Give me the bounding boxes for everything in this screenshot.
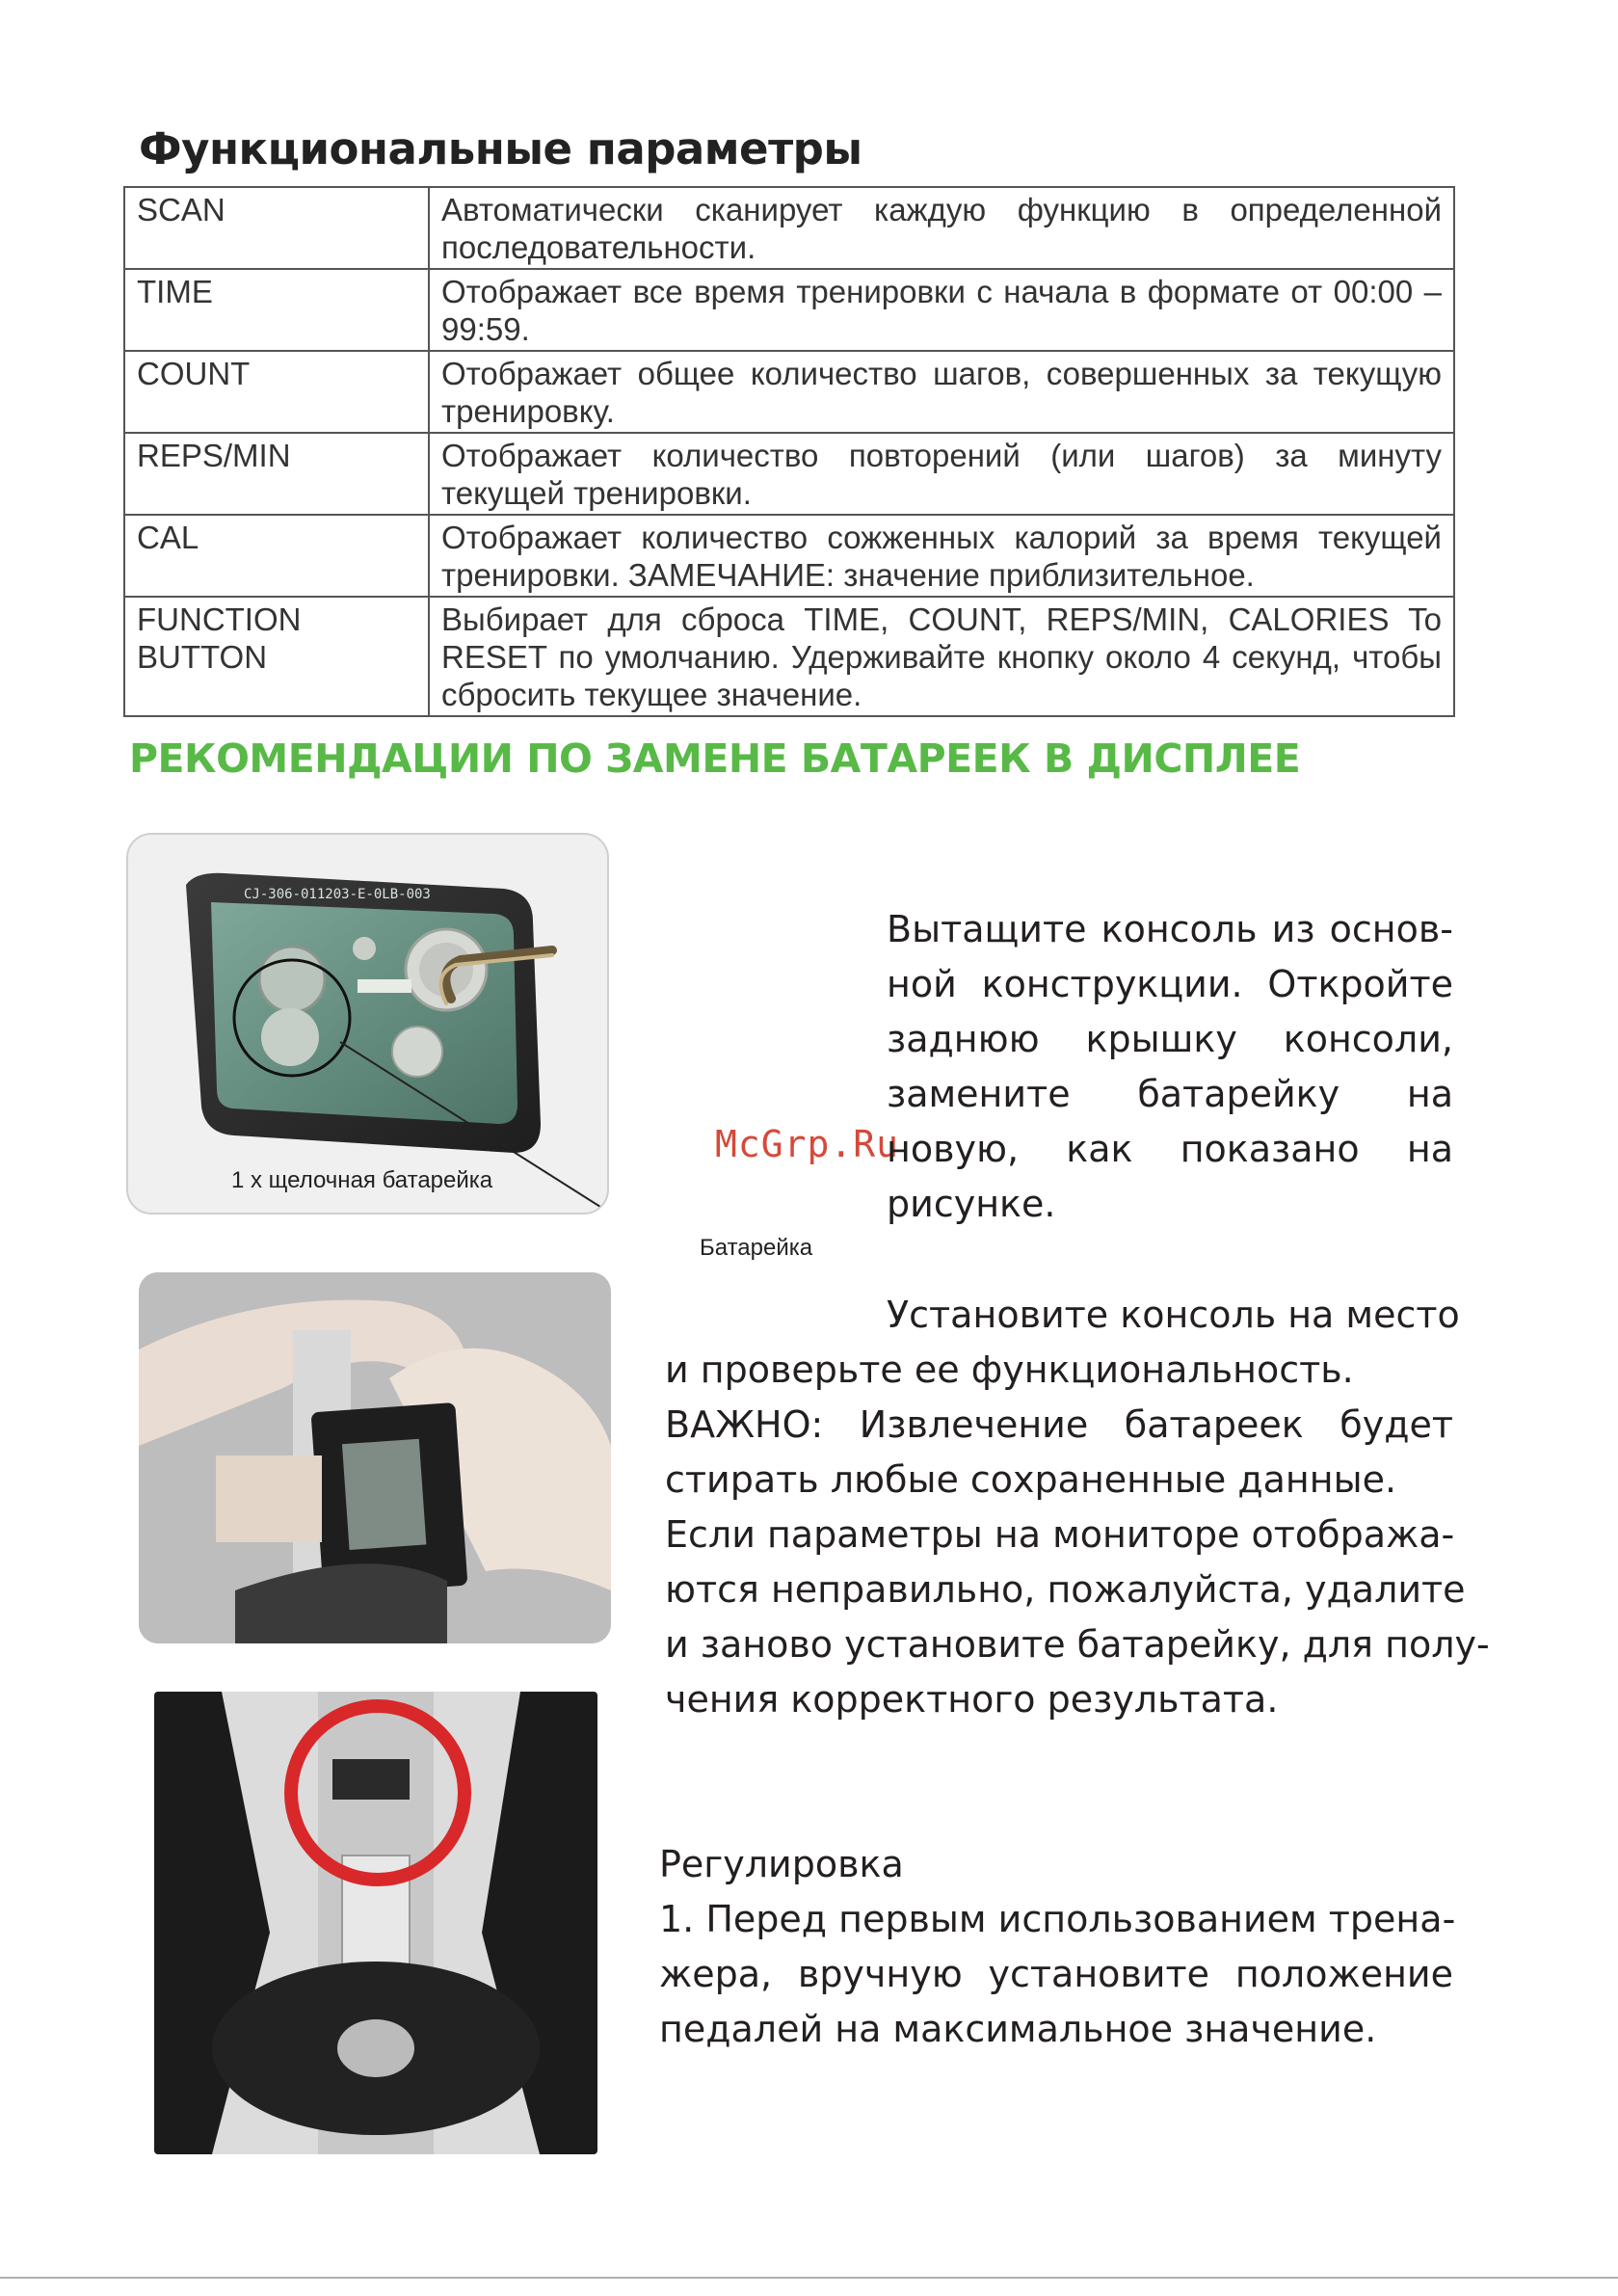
text-line: 1. Перед первым использованием трена- bbox=[659, 1898, 1456, 1940]
parameter-name: REPS/MIN bbox=[124, 433, 429, 515]
parameter-name: FUNCTION BUTTON bbox=[124, 597, 429, 716]
adjustment-heading: Регулировка bbox=[659, 1843, 904, 1885]
page-bottom-rule bbox=[0, 2277, 1618, 2279]
text-line: ются неправильно, пожалуйста, удалите bbox=[665, 1568, 1466, 1611]
battery-caption: Батарейка bbox=[700, 1235, 813, 1261]
parameter-description: Автоматически сканирует каждую функцию в определенной последовательности. bbox=[429, 187, 1454, 269]
watermark: McGrp.Ru bbox=[715, 1123, 900, 1165]
table-row bbox=[124, 269, 1454, 351]
text-line: и проверьте ее функциональность. bbox=[665, 1348, 1354, 1391]
instruction-paragraph-1 bbox=[887, 902, 1453, 1232]
parameter-name: CAL bbox=[124, 515, 429, 597]
text-line: Установите консоль на место bbox=[887, 1294, 1460, 1336]
parameter-description: Отображает количество повторений (или шагов) за минуту текущей тренировки. bbox=[429, 433, 1454, 515]
parameters-table bbox=[123, 186, 1455, 717]
page-title: Функциональные параметры bbox=[139, 123, 862, 174]
console-removal-photo bbox=[139, 1272, 611, 1643]
console-back-illustration bbox=[128, 835, 607, 1213]
section-heading: РЕКОМЕНДАЦИИ ПО ЗАМЕНЕ БАТАРЕЕК В ДИСПЛЕЕ bbox=[129, 735, 1301, 782]
text-line: стирать любые сохраненные данные. bbox=[665, 1458, 1397, 1501]
table-row bbox=[124, 597, 1454, 716]
console-battery-photo bbox=[126, 833, 609, 1215]
text-line: ной конструкции. Откройте bbox=[887, 963, 1453, 1005]
text-line: заднюю крышку консоли, bbox=[887, 1018, 1453, 1060]
battery-count-caption: 1 х щелочная батарейка bbox=[231, 1167, 493, 1193]
text-line: и заново установите батарейку, для полу- bbox=[665, 1623, 1490, 1666]
text-line: новую, как показано на bbox=[887, 1128, 1453, 1170]
text-line: Если параметры на мониторе отобража- bbox=[665, 1513, 1455, 1556]
table-row bbox=[124, 515, 1454, 597]
hands-console-illustration bbox=[139, 1272, 611, 1643]
text-line: жера, вручную установите положение bbox=[659, 1953, 1453, 1995]
instruction-paragraph-2 bbox=[665, 1288, 1490, 1727]
pedal-mechanism-illustration bbox=[154, 1692, 597, 2154]
text-line: Вытащите консоль из основ- bbox=[887, 908, 1453, 950]
text-line: замените батарейку на bbox=[887, 1073, 1453, 1115]
adjustment-section bbox=[659, 1837, 1456, 2057]
parameter-description: Отображает количество сожженных калорий за время текущей тренировки. ЗАМЕЧАНИЕ: значение приблизительное. bbox=[429, 515, 1454, 597]
text-line: ВАЖНО: Извлечение батареек будет bbox=[665, 1403, 1453, 1446]
svg-text:CJ-306-011203-E-0LB-003: CJ-306-011203-E-0LB-003 bbox=[244, 887, 431, 902]
table-row bbox=[124, 351, 1454, 433]
pedal-adjustment-photo bbox=[154, 1692, 597, 2154]
parameter-description: Отображает общее количество шагов, совершенных за текущую тренировку. bbox=[429, 351, 1454, 433]
table-row bbox=[124, 187, 1454, 269]
text-line: педалей на максимальное значение. bbox=[659, 2008, 1377, 2050]
parameter-name: COUNT bbox=[124, 351, 429, 433]
parameter-description: Отображает все время тренировки с начала в формате от 00:00 – 99:59. bbox=[429, 269, 1454, 351]
text-line: чения корректного результата. bbox=[665, 1678, 1279, 1721]
text-line: рисунке. bbox=[887, 1183, 1056, 1225]
parameter-description: Выбирает для сброса TIME, COUNT, REPS/MIN, CALORIES To RESET по умолчанию. Удерживайте кнопку около 4 секунд, чтобы сбросить текущее значение. bbox=[429, 597, 1454, 716]
parameter-name: TIME bbox=[124, 269, 429, 351]
table-row bbox=[124, 433, 1454, 515]
parameter-name: SCAN bbox=[124, 187, 429, 269]
